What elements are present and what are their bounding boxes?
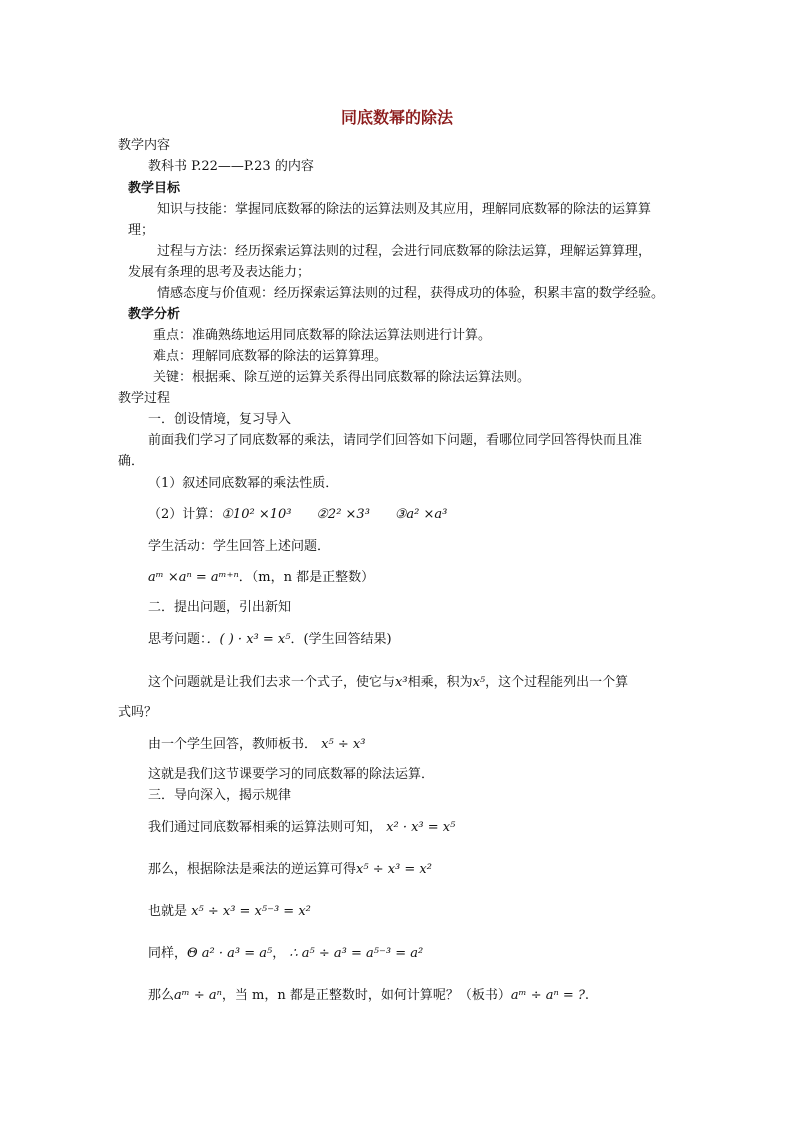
paragraph-similarly-formula2: ∴ a⁵ ÷ a³ = a⁵⁻³ = a² xyxy=(289,946,424,961)
multiplication-rule-note: ．（m，n 都是正整数） xyxy=(238,570,375,585)
thinking-question-formula: ．( ) · x³ = x⁵ xyxy=(206,632,291,647)
paragraph-problem-line2: 式吗？ xyxy=(118,705,158,720)
goal-attitude: 情感态度与价值观：经历探索运算法则的过程，获得成功的体验，积累丰富的数学经验。 xyxy=(157,286,665,301)
paragraph-problem-line1 xyxy=(148,673,628,693)
teacher-board-formula: x⁵ ÷ x³ xyxy=(321,737,366,752)
section-teaching-content: 教学内容 xyxy=(118,138,171,153)
thinking-question xyxy=(148,630,392,650)
student-activity: 学生活动：学生回答上述问题． xyxy=(148,539,331,554)
multiplication-rule-formula: aᵐ ×aⁿ = aᵐ⁺ⁿ xyxy=(148,570,239,585)
paragraph-similarly xyxy=(148,944,423,964)
question-two-item-b: ②2² ×3³ xyxy=(316,507,370,522)
paragraph-general-question xyxy=(148,986,589,1006)
paragraph-general-formula2: aᵐ ÷ aⁿ = ? xyxy=(510,988,585,1003)
paragraph-similarly-text: 同样， xyxy=(148,946,188,961)
question-two-item-a: ①10² ×10³ xyxy=(221,507,292,522)
teacher-board-note xyxy=(148,735,365,755)
paragraph-general-end: . xyxy=(584,988,590,1003)
question-one: （1）叙述同底数幂的乘法性质． xyxy=(148,476,339,491)
goal-knowledge-line2: 理； xyxy=(128,223,155,238)
section-teaching-analysis: 教学分析 xyxy=(128,307,181,322)
paragraph-general-text-a: 那么 xyxy=(148,988,175,1003)
teacher-board-text: 由一个学生回答，教师板书． xyxy=(148,737,318,752)
paragraph-problem-text-a: 这个问题就是让我们去求一个式子，使它与 xyxy=(148,675,396,690)
question-two xyxy=(148,505,447,525)
analysis-key-point: 重点：准确熟练地运用同底数幂的除法运算法则进行计算。 xyxy=(153,328,492,343)
paragraph-multiplication-known xyxy=(148,818,455,838)
paragraph-similarly-separator: ， xyxy=(272,946,286,961)
step-one-heading: 一．创设情境，复习导入 xyxy=(148,412,292,427)
paragraph-that-is-formula: x⁵ ÷ x³ = x⁵⁻³ = x² xyxy=(191,904,311,919)
analysis-crux: 关键：根据乘、除互逆的运算关系得出同底数幂的除法运算法则。 xyxy=(153,370,531,385)
document-title: 同底数幂的除法 xyxy=(340,108,453,127)
paragraph-similarly-formula1: Θ a² · a³ = a⁵ xyxy=(187,946,273,961)
paragraph-multiplication-formula: x² · x³ = x⁵ xyxy=(386,820,456,835)
content-text: 教科书 P.22——P.23 的内容 xyxy=(148,159,314,174)
goal-process-line2: 发展有条理的思考及表达能力； xyxy=(128,265,311,280)
paragraph-review-line1: 前面我们学习了同底数幂的乘法，请同学们回答如下问题，看哪位同学回答得快而且准 xyxy=(148,433,643,448)
paragraph-that-is xyxy=(148,902,311,922)
analysis-difficulty: 难点：理解同底数幂的除法的运算算理。 xyxy=(153,349,388,364)
question-two-item-c: ③a² ×a³ xyxy=(394,507,448,522)
paragraph-inverse-text: 那么，根据除法是乘法的逆运算可得 xyxy=(148,862,357,877)
paragraph-problem-text-c: ，这个过程能列出一个算 xyxy=(485,675,629,690)
paragraph-that-is-text: 也就是 xyxy=(148,904,188,919)
section-teaching-goals: 教学目标 xyxy=(128,181,181,196)
paragraph-inverse-operation xyxy=(148,860,432,880)
paragraph-multiplication-text: 我们通过同底数幂相乘的运算法则可知， xyxy=(148,820,383,835)
paragraph-problem-x5: x⁵ xyxy=(472,675,486,690)
paragraph-problem-text-b: 相乘，积为 xyxy=(407,675,473,690)
paragraph-general-formula1: aᵐ ÷ aⁿ xyxy=(174,988,222,1003)
thinking-question-note: ．(学生回答结果) xyxy=(290,632,392,647)
paragraph-problem-x3: x³ xyxy=(395,675,408,690)
thinking-question-label: 思考问题： xyxy=(148,632,207,647)
multiplication-rule xyxy=(148,568,374,588)
section-teaching-process: 教学过程 xyxy=(118,391,171,406)
step-two-heading: 二．提出问题，引出新知 xyxy=(148,600,292,615)
paragraph-lesson-intro: 这就是我们这节课要学习的同底数幂的除法运算． xyxy=(148,767,435,782)
goal-knowledge-line1: 知识与技能：掌握同底数幂的除法的运算法则及其应用，理解同底数幂的除法的运算算 xyxy=(157,202,652,217)
question-two-label: （2）计算： xyxy=(148,507,222,522)
paragraph-general-text-b: ，当 m，n 都是正整数时，如何计算呢？（板书） xyxy=(221,988,511,1003)
step-three-heading: 三．导向深入，揭示规律 xyxy=(148,788,292,803)
goal-process-line1: 过程与方法：经历探索运算法则的过程，会进行同底数幂的除法运算，理解运算算理， xyxy=(157,244,652,259)
paragraph-review-line2: 确． xyxy=(118,454,145,469)
paragraph-inverse-formula: x⁵ ÷ x³ = x² xyxy=(356,862,432,877)
